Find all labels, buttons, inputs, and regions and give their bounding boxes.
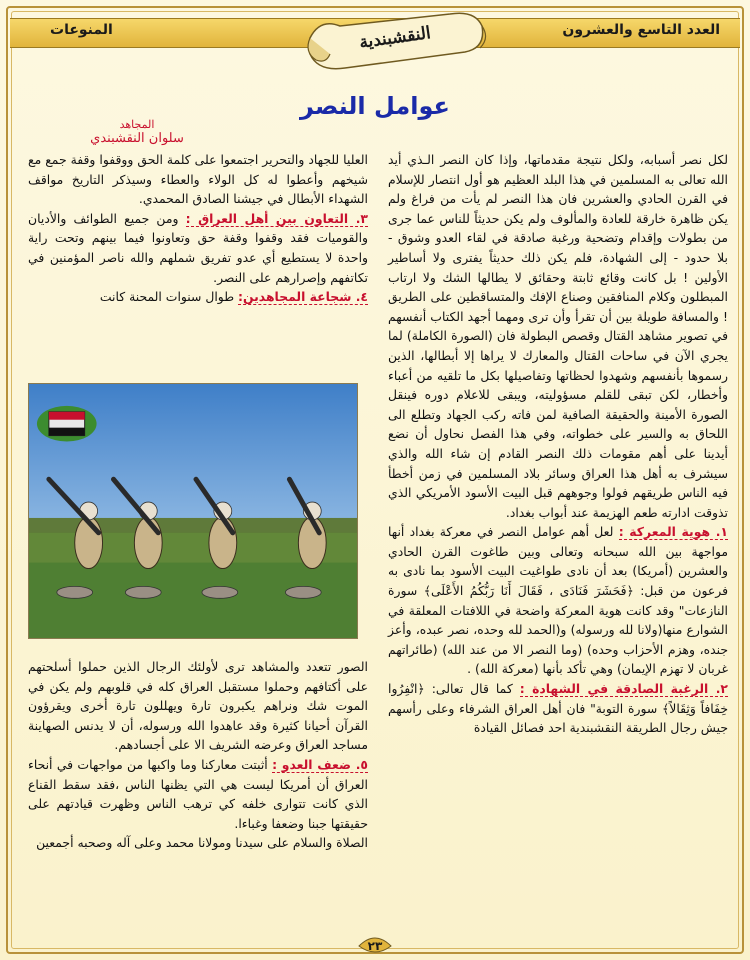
paragraph: لكل نصر أسبابه، ولكل نتيجة مقدماتها، وإذا كان النصر الـذي أيد الله تعالى به المسلمين في هذا البلد العظيم هو أول انتصار للإسلام في القرن الحادي والعشرين فان هذا النصر لم يأت من فراغ ولم يكن ظاهرة خارقة للعادة والمألوف ولم يكن حديثاً للناس عما جرى من بطولات وإقدام وتضحية ورغبة صادقة في لقاء العدو وشوق - بلا حدود - إلى الشهادة، فلم يكن ذلك حديثاً يفترى ولا أساطير الأولين ! بل كانت وقائع ثابتة وحقائق لا يطالها الشك ولا ارتاب المبطلون وكلام المنافقين وصناع الإفك والمتساقطين على الطريق ! والمسافة طويلة بين أن تقرأ وأن ترى ومهما أجهد الكتاب أنفسهم في تصوير مشاهد القتال وقصص البطولة فان (الصورة الكاملة) لما يجري الآن في ساحات القتال والمعارك لا يراها إلا أبطالها، الذين رسموها بأنفسهم وشهدوا لحظاتها وتفاصيلها بكل ما تلقيه من أعباء وأخطار، لكن تبقى للقلم مسؤوليته، ويبقى للاعلام دوره فينقل الصورة الأمينة والحقيقة الصافية لمن فاته ركب الجهاد وتطلع الى اللحاق به والسير على خطواته، وفي هذا الفصل نحاول أن نضع أيدينا على أهم مقومات ذلك النصر القادم إن شاء الله والذي سيشرف به أهل هذا العراق وسائر بلاد المسلمين في زمن أخطأ فيه الناس طريقهم فولوا وجوههم قبل البيت الأسود الأمريكي الذي تذوقت ادارته طعم الهزيمة عند أبواب بغداد. [388, 152, 728, 520]
emblem-icon [37, 406, 97, 442]
paragraph: الصلاة والسلام على سيدنا ومولانا محمد وعلى آله وصحبه أجمعين [36, 835, 368, 851]
article-title: عوامل النصر [300, 92, 450, 120]
section-heading: ٢. الرغبة الصادقة في الشهادة : [519, 681, 728, 697]
author-name: سلوان النقشبندي [90, 131, 184, 146]
author-role: المجاهد [119, 118, 155, 131]
issue-label: العدد التاسع والعشرون [562, 22, 720, 38]
section-heading: ٥. ضعف العدو : [272, 756, 368, 772]
paragraph: طوال سنوات المحنة كانت [99, 289, 235, 305]
paragraph: ومن جميع الطوائف والأديان والقوميات فقد وقفوا وقفة حق وتعاونوا فيما بينهم وتحت راية واحدة لا يستطيع أي عدو تفريق شملهم والله ناصر المؤمنين في تكاتفهم وإصرارهم على النصر. [28, 210, 368, 285]
paragraph: الصور تتعدد والمشاهد ترى لأولئك الرجال الذين حملوا أسلحتهم على أكتافهم وحملوا مستقبل العراق كله في قلوبهم ولم يكن في الموت شك ونراهم يكبرون تارة ويهللون تارة أخرى ويقرؤون القرآن أحيانا كثيرة وقد عاهدوا الله ورسوله، أن لا يدنس الصهاينة مساجد العراق وعرضه الشريف الا على أجسادهم. [28, 659, 368, 753]
right-column [388, 150, 728, 738]
section-heading: ٤. شجاعة المجاهدين: [238, 289, 368, 305]
section-heading: ٣. التعاون بين أهل العراق : [185, 210, 368, 226]
paragraph: لعل أهم عوامل النصر في معركة بغداد أنها مواجهة بين الله سبحانه وتعالى وبين طاغوت القرن الحادي والعشرين (أمريكا) بعد أن نادى طواغيت البيت الأسود بما نادى به فرعون من قبل: ﴿فَحَشَرَ فَنَادَى ، فَقَالَ أَنَا رَبُّكُمُ الأَعْلَى﴾ سورة النازعات" وقد كانت هوية المعركة واضحة في اللافتات المعلقة في الشوارع منها(ولانا لله ورسوله) و(الحمد لله وحده، نصر عبده، وأعز جنده، وهزم الأحزاب وحده) (وما النصر الا من عند الله) (طائراتهم غربان لا تهزم الإيمان) وهي تأكد بأنها (معركة الله) . [388, 524, 728, 677]
left-column-bottom [28, 657, 368, 853]
paragraph: العليا للجهاد والتحرير اجتمعوا على كلمة الحق ووقفوا وقفة جمع مع شيخهم وأعطوا له كل الولاء والعطاء وسيذكر التاريخ مواقف الشهداء الأبطال في جيشنا الصادق المحمدي. [28, 152, 368, 207]
paragraph: كما قال تعالى: ﴿انْفِرُوا خِفَافاً وَثِقَالاً﴾ سورة التوبة" فان أهل العراق الشرفاء وعلى رأسهم جيش رجال الطريقة النقشبندية احد فصائل القيادة [388, 681, 728, 736]
fighters-photo [28, 383, 358, 639]
section-heading: ١. هوية المعركة : [618, 524, 728, 540]
page-number: ٢٣ [367, 939, 383, 953]
paragraph: أثبتت معاركنا وما واكبها من مواجهات في أنحاء العراق أن أمريكا ليست هي التي يظنها الناس ،فقد سقط القناع الذي كانت تتوارى خلفه كي ترهب الناس وظهرت قيادتهم على حقيقتها جبنا وضعفا وغباءا. [28, 756, 368, 831]
page-number-badge [355, 928, 395, 958]
left-column-top [28, 150, 368, 307]
author-block [82, 118, 192, 147]
section-label: المنوعات [50, 22, 113, 38]
magazine-name: النقشبندية [358, 23, 432, 53]
